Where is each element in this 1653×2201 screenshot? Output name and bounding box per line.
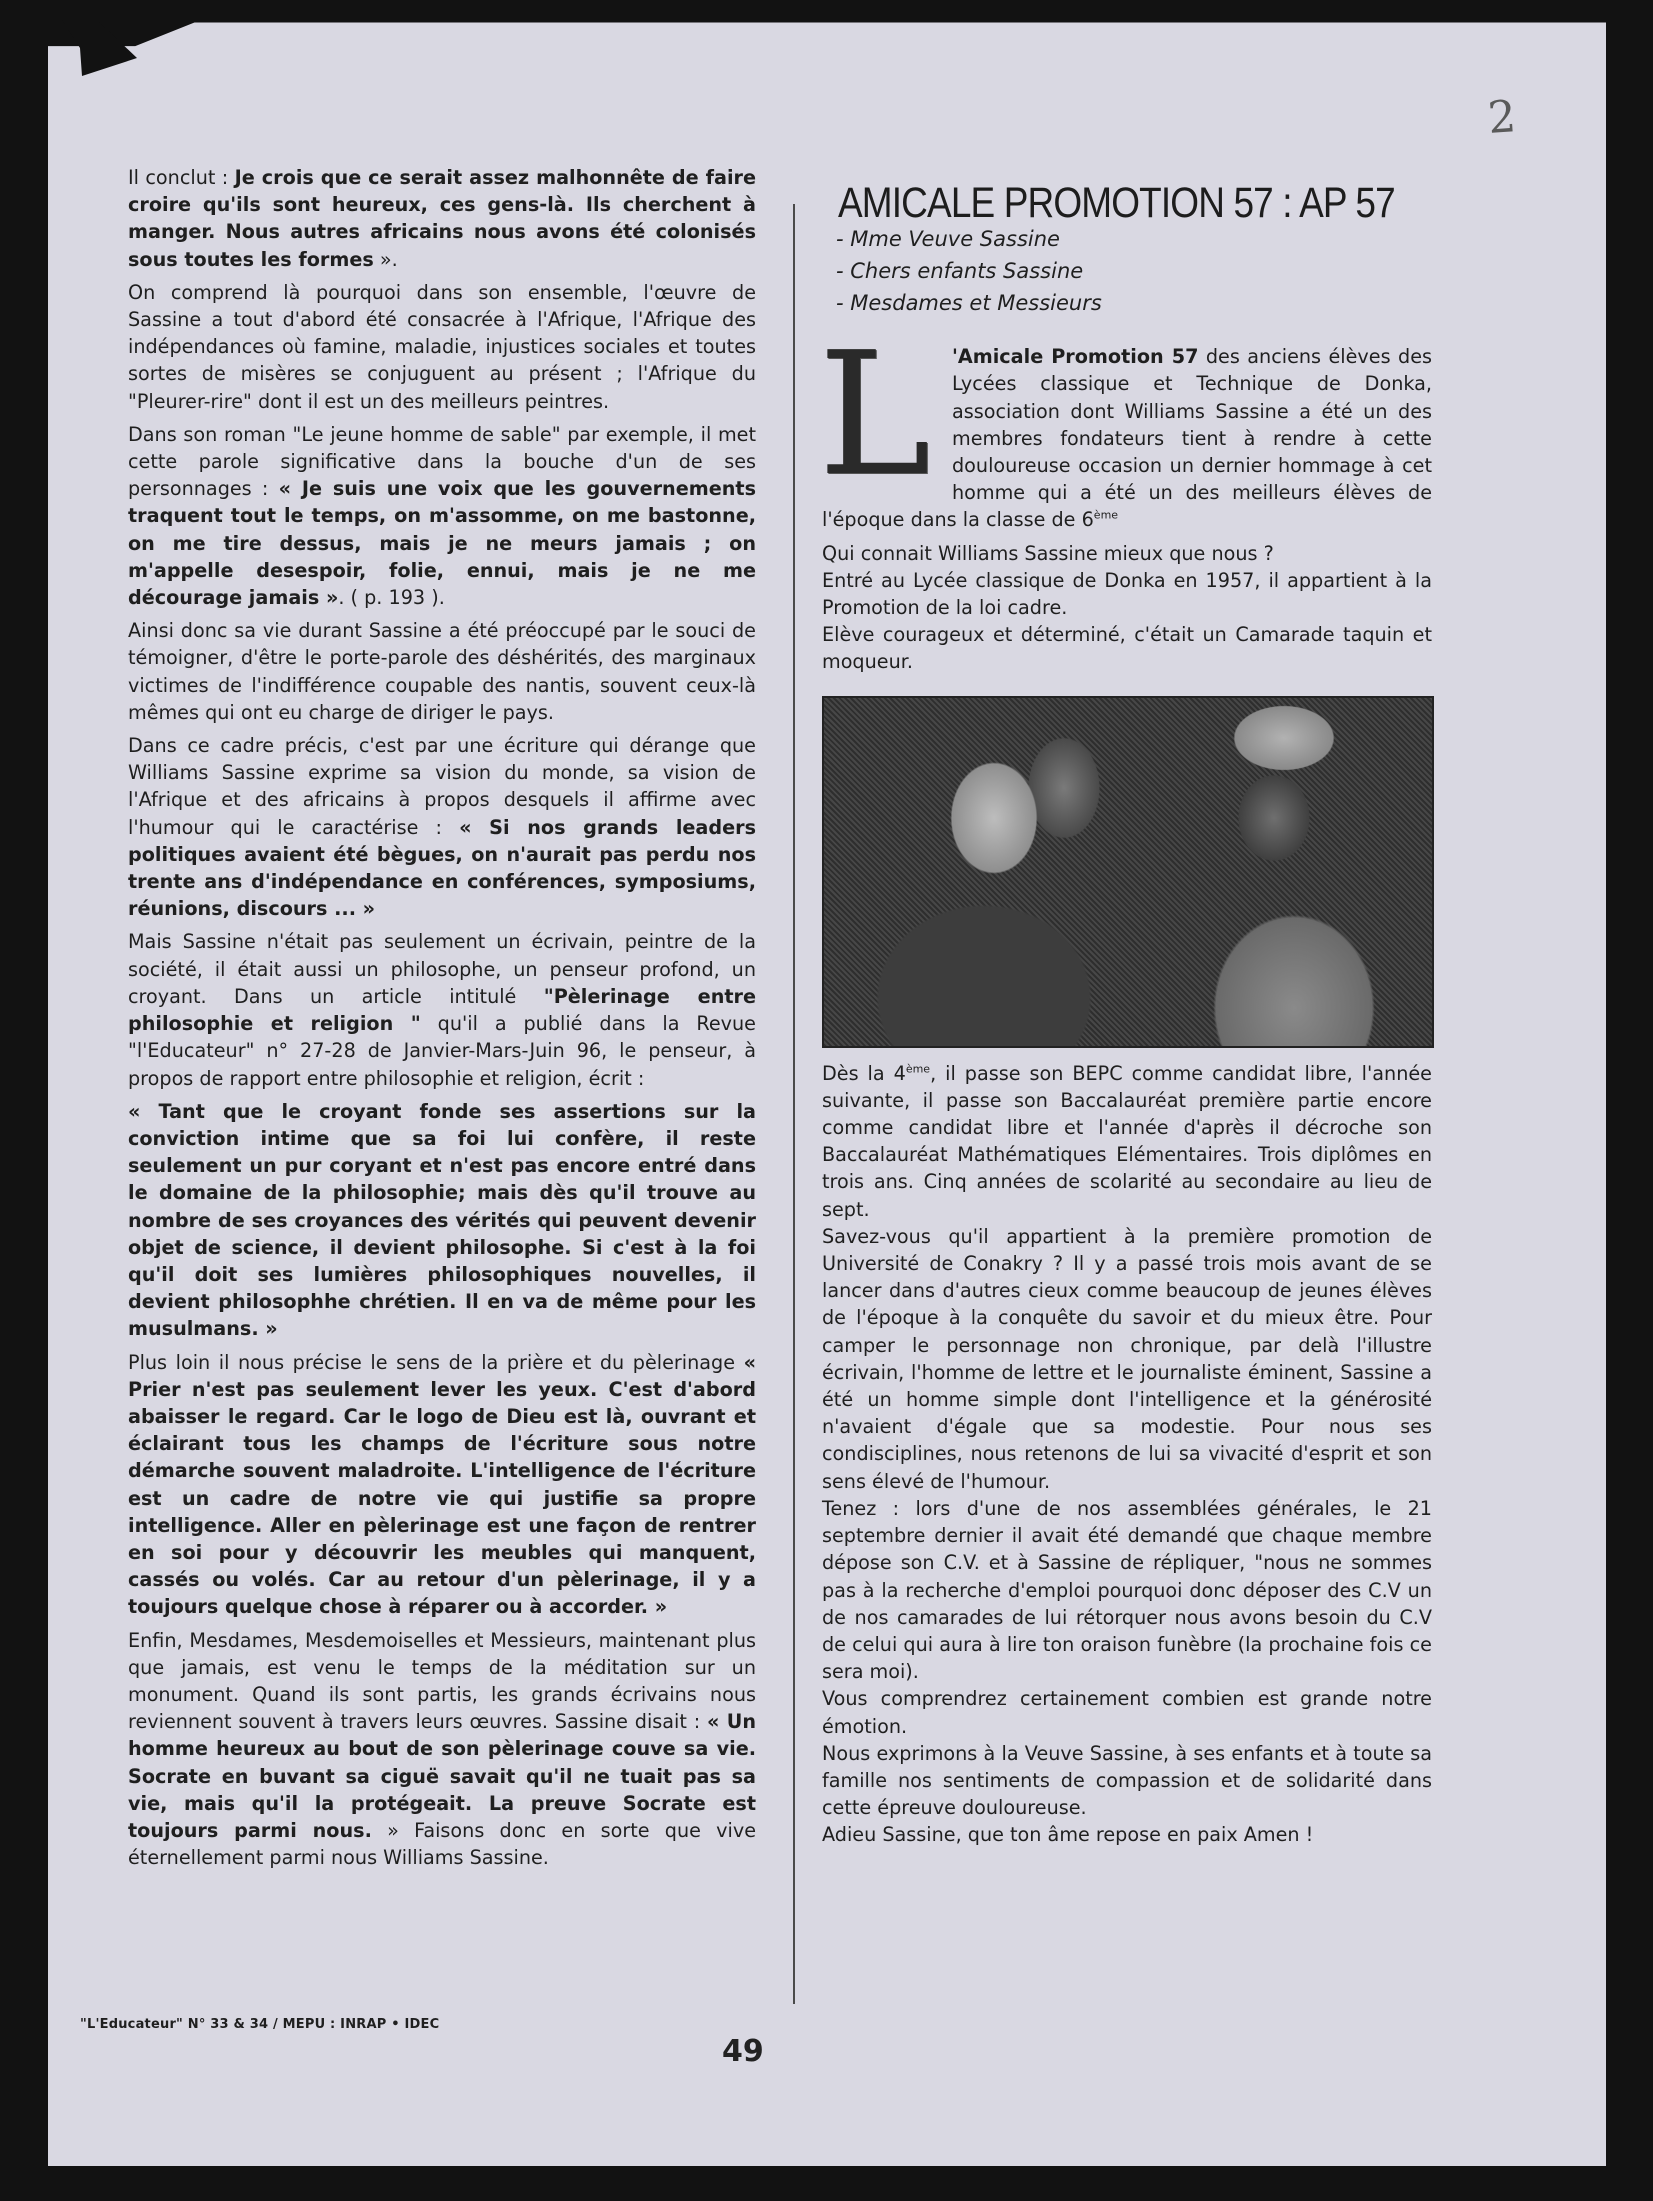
right-column bbox=[818, 179, 1432, 1849]
paragraph: Elève courageux et déterminé, c'était un Camarade taquin et moqueur. bbox=[822, 623, 1432, 674]
paragraph: Vous comprendrez certainement combien est grande notre émotion. bbox=[822, 1687, 1432, 1738]
paragraph: Mais Sassine n'était pas seulement un écrivain, peintre de la société, il était aussi un philosophe, un penseur profond, un croyant. Dans un article intitulé "Pèlerinage entre philosophie et religion " qu'il a publié dans la Revue "l'Educateur" n° 27-28 de Janvier-Mars-Juin 96, le penseur, à propos de rapport entre philosophie et religion, écrit : bbox=[128, 930, 757, 1090]
handwritten-page-mark: 2 bbox=[1486, 91, 1518, 144]
salutations bbox=[836, 223, 1432, 319]
paragraph: Qui connait Williams Sassine mieux que nous ? bbox=[822, 541, 1274, 565]
photo-three-people bbox=[822, 696, 1434, 1048]
column-divider bbox=[793, 204, 795, 2004]
paragraph: Tenez : lors d'une de nos assemblées générales, le 21 septembre dernier il avait été demandé que chaque membre dépose son C.V. et à Sassine de répliquer, "nous ne sommes pas à la recherche d'emploi pourquoi donc déposer des C.V un de nos camarades de lui rétorquer nous avons besoin du C.V de celui qui aura à lire ton oraison funèbre (la prochaine fois ce sera moi). bbox=[822, 1496, 1432, 1684]
closing-line: Adieu Sassine, que ton âme repose en paix Amen ! bbox=[822, 1823, 1314, 1847]
paragraph: Ainsi donc sa vie durant Sassine a été préoccupé par le souci de témoigner, d'être le porte-parole des déshérités, des marginaux victimes de l'indifférence coupable des nantis, souvent ceux-là mêmes qui ont eu charge de diriger le pays. bbox=[128, 619, 756, 724]
page-number: 49 bbox=[722, 2034, 764, 2069]
quote-paragraph: « Tant que le croyant fonde ses assertions sur la conviction intime que sa foi lui confère, il reste seulement un pur coryant et n'est pas encore entré dans le domaine de la philosophie; mais dès qu'il trouve au nombre de ses croyances des vérités qui peuvent devenir objet de science, il devient philosophe. Si c'est à la foi qu'il doit ses lumières philosophiques nouvelles, il devient philosophhe chrétien. Il en va de même pour les musulmans. » bbox=[128, 1099, 756, 1341]
paragraph: Dans ce cadre précis, c'est par une écriture qui dérange que Williams Sassine exprime sa vision du monde, sa vision de l'Afrique et des africains à propos desquels il affirme avec l'humour qui le caractérise : « Si nos grands leaders politiques avaient été bègues, on n'aurait pas perdu nos trente ans d'indépendance en conférences, symposiums, réunions, discours ... » bbox=[128, 734, 756, 921]
paragraph: Enfin, Mesdames, Mesdemoiselles et Messieurs, maintenant plus que jamais, est venu le temps de la méditation sur un monument. Quand ils sont partis, les grands écrivains nous reviennent souvent à travers leurs œuvres. Sassine disait : « Un homme heureux au bout de son pèlerinage couve sa vie. Socrate en buvant sa ciguë savait qu'il ne tuait pas sa vie, mais qu'il la protégeait. La preuve Socrate est toujours parmi nous. » Faisons donc en sorte que vive éternellement parmi nous Williams Sassine. bbox=[128, 1628, 757, 1870]
drop-cap: L bbox=[818, 316, 931, 515]
torn-corner bbox=[52, 18, 142, 78]
paragraph: Nous exprimons à la Veuve Sassine, à ses enfants et à toute sa famille nos sentiments de compassion et de solidarité dans cette épreuve douloureuse. bbox=[822, 1741, 1432, 1820]
salutation: - Mme Veuve Sassine bbox=[836, 227, 1060, 252]
intro-paragraph: L 'Amicale Promotion 57 des anciens élèves des Lycées classique et Technique de Donka, association dont Williams Sassine a été un des membres fondateurs tient à rendre à cette douloureuse occasion un dernier hommage à cet homme qui a été un des meilleurs élèves de l'époque dans la classe de 6ème bbox=[818, 316, 1432, 532]
paragraph: Dès la 4ème, il passe son BEPC comme candidat libre, l'année suivante, il passe son Baccalauréat première partie encore comme candidat libre et l'année d'après il décroche son Baccalauréat Mathématiques Elémentaires. Trois diplômes en trois ans. Cinq années de scolarité au secondaire au lieu de sept. bbox=[822, 1061, 1432, 1221]
paragraph: Entré au Lycée classique de Donka en 1957, il appartient à la Promotion de la loi cadre. bbox=[822, 568, 1432, 620]
paragraph: Savez-vous qu'il appartient à la première promotion de Université de Conakry ? Il y a passé trois mois avant de se lancer dans d'autres cieux comme beaucoup de jeunes élèves de l'époque à la conquête du savoir et du mieux être. Pour camper le personnage non chronique, par delà l'illustre écrivain, l'homme de lettre et le journaliste éminent, Sassine a été un homme simple dont l'intelligence et la générosité n'avaient d'égale que sa modestie. Pour nous ses condisciplines, nous retenons de lui sa vivacité d'esprit et son sens élevé de l'humour. bbox=[822, 1224, 1432, 1493]
salutation: - Mesdames et Messieurs bbox=[836, 291, 1102, 316]
paragraph: On comprend là pourquoi dans son ensemble, l'œuvre de Sassine a tout d'abord été consacrée à l'Afrique, l'Afrique des indépendances où famine, maladie, injustices sociales et toutes sortes de misères se conjuguent au présent ; l'Afrique du "Pleurer-rire" dont il est un des meilleurs peintres. bbox=[128, 280, 756, 413]
paragraph: Dans son roman "Le jeune homme de sable" par exemple, il met cette parole significative dans la bouche d'un de ses personnages : « Je suis une voix que les gouvernements traquent tout le temps, on m'assomme, on me bastonne, on me tire dessus, mais je ne meurs jamais ; on m'appelle desespoir, folie, ennui, mais je ne me décourage jamais ». ( p. 193 ). bbox=[128, 422, 756, 610]
paragraph: Il conclut : Je crois que ce serait assez malhonnête de faire croire qu'ils sont heureux, ces gens-là. Ils cherchent à manger. Nous autres africains nous avons été colonisés sous toutes les formes ». bbox=[128, 166, 757, 271]
paragraph: Plus loin il nous précise le sens de la prière et du pèlerinage « Prier n'est pas seulement lever les yeux. C'est d'abord abaisser le regard. Car le logo de Dieu est là, ouvrant et éclairant tous les champs de l'écriture sous notre démarche souvent maladroite. L'intelligence de l'écriture est un cadre de notre vie qui justifie sa propre intelligence. Aller en pèlerinage est une façon de rentrer en soi pour y découvrir les meubles qui manquent, cassés ou volés. Car au retour d'un pèlerinage, il y a toujours quelque chose à réparer ou à accorder. » bbox=[128, 1350, 756, 1619]
left-column bbox=[128, 164, 756, 1877]
salutation: - Chers enfants Sassine bbox=[836, 259, 1084, 284]
article-title: AMICALE PROMOTION 57 : AP 57 bbox=[838, 179, 1395, 227]
footer-credit: "L'Educateur" N° 33 & 34 / MEPU : INRAP • IDEC bbox=[80, 2017, 440, 2032]
